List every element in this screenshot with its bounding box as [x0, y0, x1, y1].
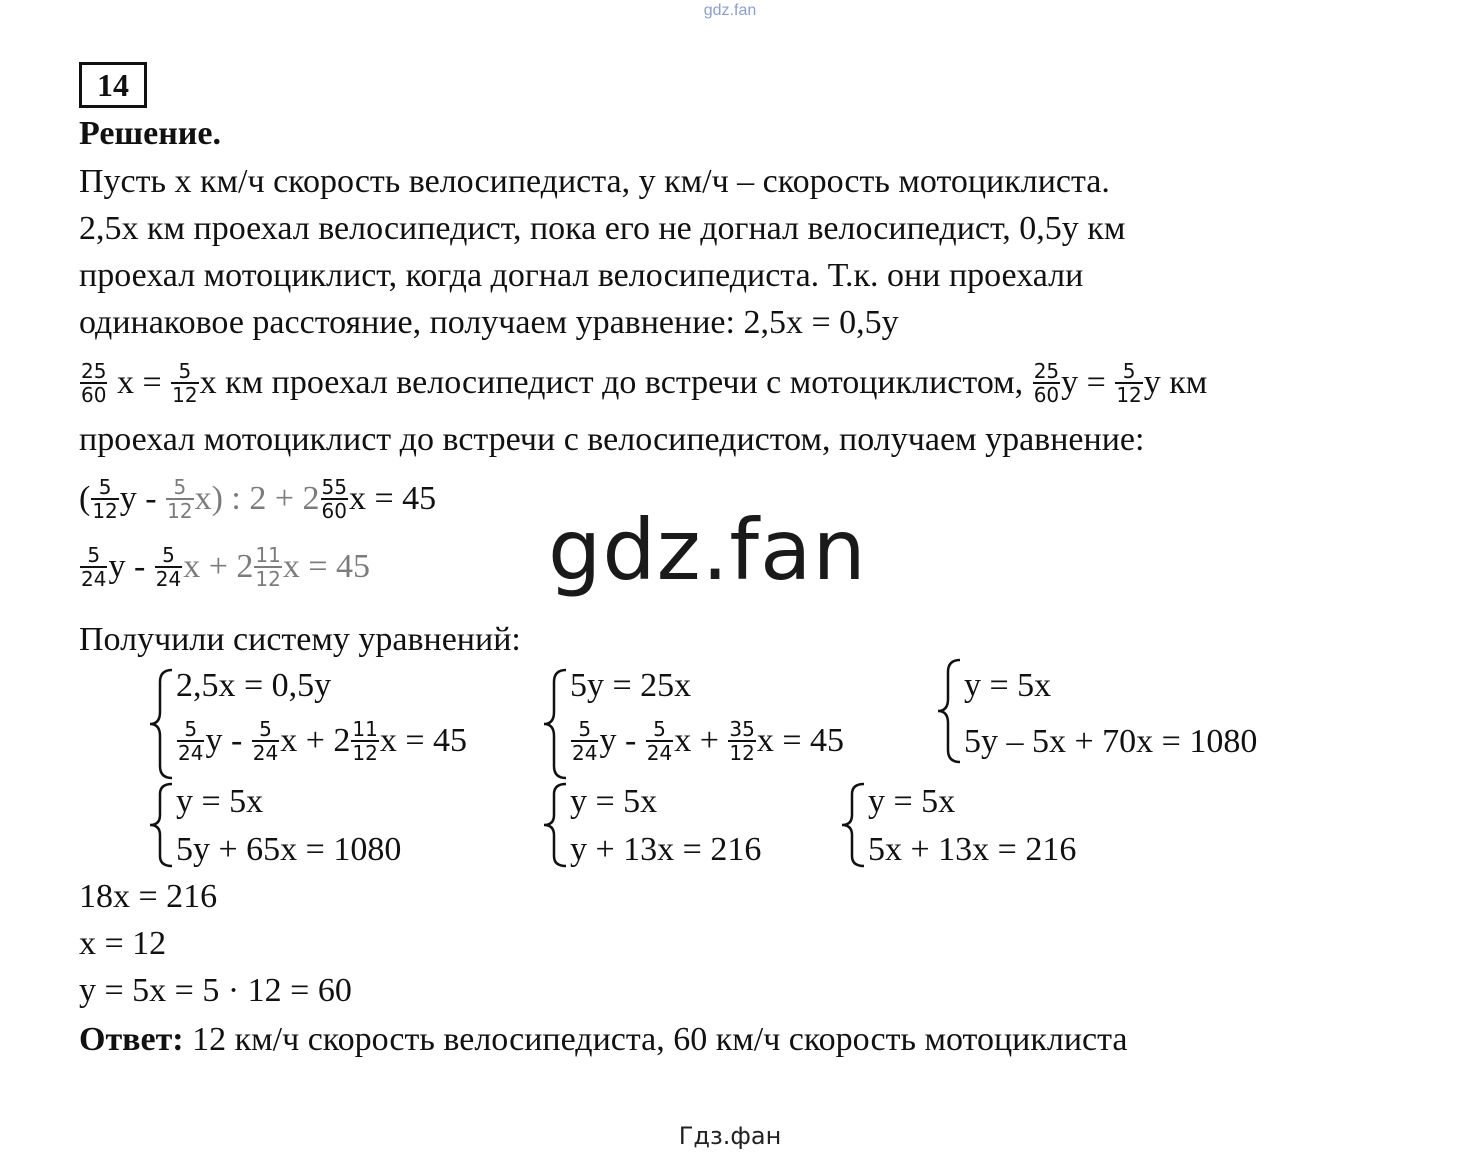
fraction: $\frac{5}{12}$ [172, 359, 198, 407]
equation-system-5 [540, 780, 840, 870]
equation-system-2 [540, 666, 920, 782]
paragraph-line-1: Пусть x км/ч скорость велосипедиста, y км/ч – скорость мотоциклиста. [79, 163, 1110, 200]
brace-icon [540, 780, 570, 870]
fraction: $\frac{11}{12}$ [255, 543, 281, 591]
brace-icon [934, 656, 964, 766]
fraction: $\frac{25}{60}$ [1033, 359, 1060, 407]
system-row: 5y = 25x [570, 667, 692, 704]
paragraph-line-3: проехал мотоциклист, когда догнал велосипедиста. Т.к. они проехали [79, 257, 1084, 294]
watermark-top: gdz.fan [703, 2, 757, 19]
paragraph-line-5: $\frac{25}{60}$ x = $\frac{5}{12}$ x км проехал велосипедист до встречи с мотоциклистом, $\frac{25}{60}$ y = $\frac{5}{12}$ y км [81, 359, 1208, 407]
system-row: $\frac{5}{24}$ y - $\frac{5}{24}$ x + 2 $\frac{11}{12}$ x = 45 [178, 717, 468, 765]
fraction: $\frac{55}{60}$ [321, 475, 347, 523]
brace-icon [146, 780, 176, 870]
equation-system-4 [146, 780, 486, 870]
fraction: $\frac{5}{24}$ [178, 717, 204, 765]
fraction: $\frac{5}{24}$ [252, 717, 279, 765]
fraction: $\frac{35}{12}$ [729, 717, 755, 765]
solution-heading: Решение. [79, 115, 221, 152]
brace-icon [540, 666, 570, 782]
task-number: 14 [79, 62, 147, 108]
equation-system-1 [146, 666, 526, 782]
answer-label: Ответ: [79, 1021, 184, 1058]
result-line-1: 18x = 216 [79, 878, 218, 915]
watermark-bottom: Гдз.фан [678, 1122, 782, 1150]
equation-system-3 [934, 656, 1334, 766]
system-row: 5x + 13x = 216 [868, 831, 1077, 868]
answer-text: 12 км/ч скорость велосипедиста, 60 км/ч скорость мотоциклиста [183, 1021, 1128, 1058]
system-row: 5y + 65x = 1080 [176, 831, 402, 868]
system-row: y = 5x [868, 783, 956, 820]
paragraph-line-4: одинаковое расстояние, получаем уравнение: 2,5x = 0,5y [79, 304, 899, 341]
watermark-center: gdz.fan [548, 501, 867, 599]
system-row: y = 5x [570, 783, 658, 820]
system-row: y = 5x [964, 667, 1052, 704]
equation-system-6 [838, 780, 1158, 870]
equation-2: $\frac{5}{24}$ y - $\frac{5}{24}$ x + 2 $\frac{11}{12}$ x = 45 [81, 543, 371, 591]
brace-icon [838, 780, 868, 870]
paragraph-line-2: 2,5x км проехал велосипедист, пока его не догнал велосипедист, 0,5y км [79, 210, 1126, 247]
fraction: $\frac{5}{24}$ [81, 543, 107, 591]
fraction: $\frac{25}{60}$ [81, 359, 107, 407]
system-row: $\frac{5}{24}$ y - $\frac{5}{24}$ x + $\frac{35}{12}$ x = 45 [572, 717, 845, 765]
result-line-3: y = 5x = 5 · 12 = 60 [79, 972, 352, 1009]
fraction: $\frac{5}{24}$ [155, 543, 182, 591]
system-row: 5y – 5x + 70x = 1080 [964, 723, 1258, 760]
system-row: y + 13x = 216 [570, 831, 762, 868]
fraction: $\frac{5}{12}$ [1116, 359, 1142, 407]
system-row: 2,5x = 0,5y [176, 667, 332, 704]
system-row: y = 5x [176, 783, 264, 820]
fraction: $\frac{11}{12}$ [352, 717, 378, 765]
system-intro: Получили систему уравнений: [79, 621, 521, 658]
equation-1: ( $\frac{5}{12}$ y - $\frac{5}{12}$ x) : 2 + 2 $\frac{55}{60}$ x = 45 [79, 475, 437, 523]
answer-line [79, 1020, 1128, 1060]
fraction: $\frac{5}{12}$ [92, 475, 118, 523]
result-line-2: x = 12 [79, 925, 167, 962]
paragraph-line-6: проехал мотоциклист до встречи с велосипедистом, получаем уравнение: [79, 421, 1145, 458]
fraction: $\frac{5}{24}$ [646, 717, 673, 765]
brace-icon [146, 666, 176, 782]
fraction: $\frac{5}{24}$ [572, 717, 598, 765]
fraction: $\frac{5}{12}$ [167, 475, 193, 523]
